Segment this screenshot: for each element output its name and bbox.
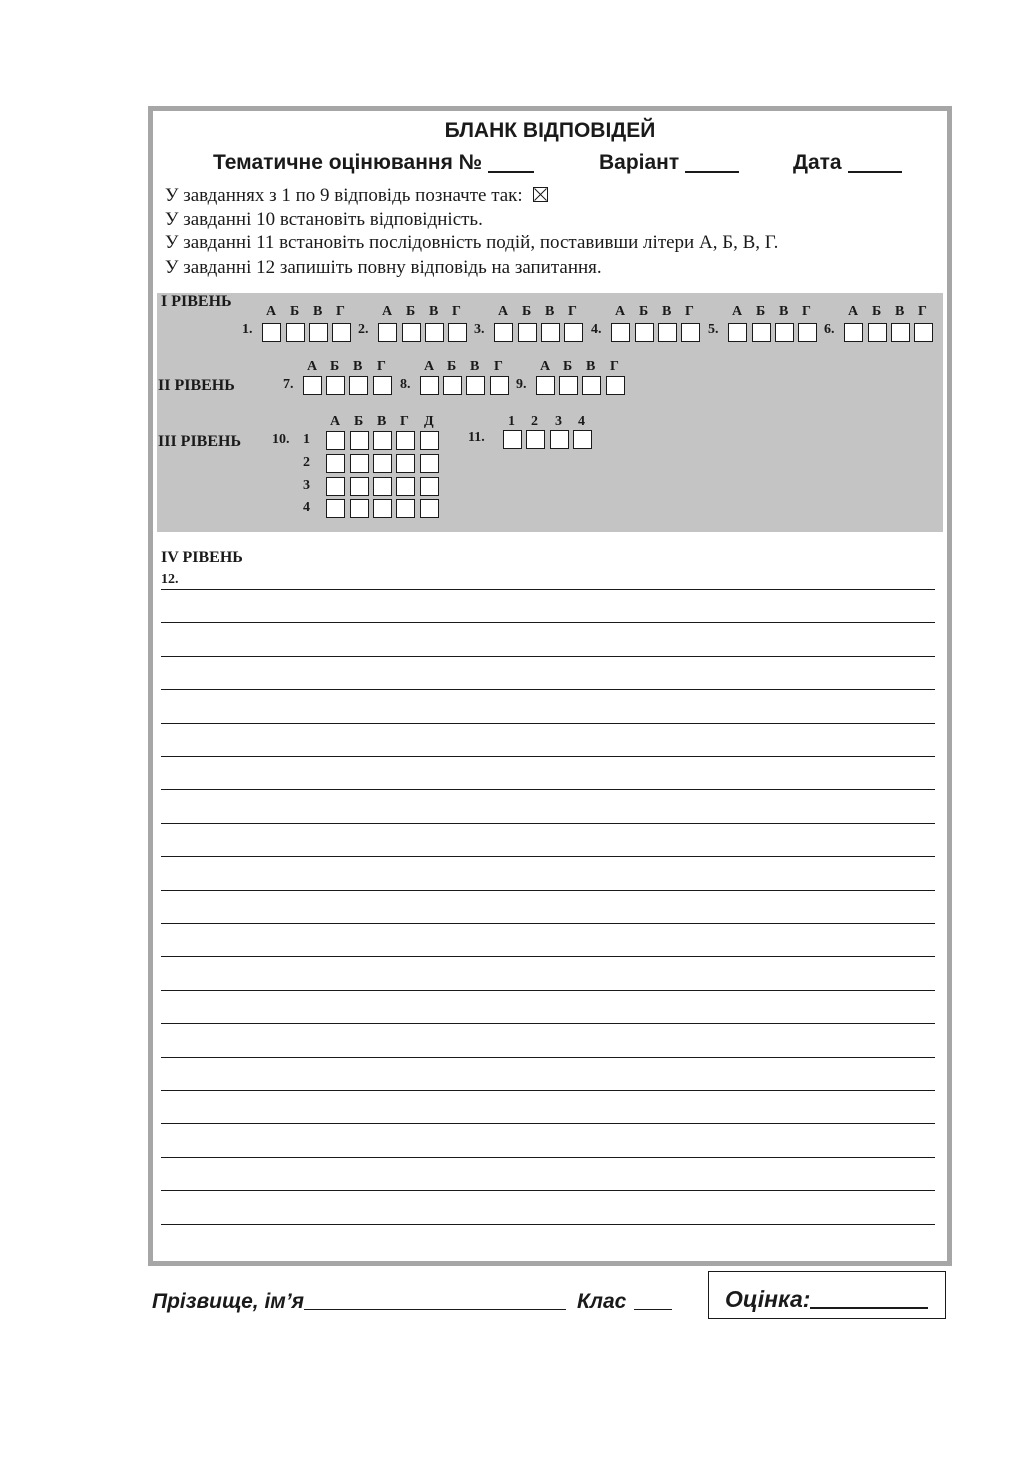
option-letter: Г (336, 304, 345, 319)
matching-checkbox[interactable] (396, 499, 415, 518)
row-number: 1 (303, 432, 310, 447)
row-number: 4 (303, 500, 310, 515)
matching-checkbox[interactable] (350, 477, 369, 496)
answer-checkbox[interactable] (490, 376, 509, 395)
option-letter: А (330, 414, 341, 429)
level-4-heading: ІV РІВЕНЬ (161, 549, 243, 566)
task-number: 1. (242, 322, 253, 337)
answer-checkbox[interactable] (402, 323, 421, 342)
matching-checkbox[interactable] (326, 477, 345, 496)
row-number: 2 (303, 455, 310, 470)
option-letter: Б (330, 359, 340, 374)
task-number: 7. (283, 377, 294, 392)
option-letter: Г (452, 304, 461, 319)
writing-line (161, 1157, 935, 1158)
test-number-blank[interactable] (488, 151, 534, 173)
sequence-box[interactable] (573, 430, 592, 449)
answer-checkbox[interactable] (326, 376, 345, 395)
task-12-number: 12. (161, 572, 179, 587)
answer-checkbox[interactable] (286, 323, 305, 342)
crossed-box-icon (533, 187, 548, 202)
matching-checkbox[interactable] (350, 431, 369, 450)
option-letter: А (498, 304, 509, 319)
option-letter: В (779, 304, 789, 319)
instruction-2: У завданні 10 встановіть відповідність. (165, 209, 483, 230)
option-letter: А (732, 304, 743, 319)
writing-line (161, 622, 935, 623)
option-letter: А (848, 304, 859, 319)
grade-field (725, 1286, 928, 1313)
instruction-1 (165, 185, 548, 207)
matching-checkbox[interactable] (396, 431, 415, 450)
answer-checkbox[interactable] (658, 323, 677, 342)
matching-checkbox[interactable] (326, 499, 345, 518)
sheet-title: БЛАНК ВІДПОВІДЕЙ (444, 119, 656, 142)
answer-checkbox[interactable] (536, 376, 555, 395)
option-letter: Г (802, 304, 811, 319)
option-letter: Г (377, 359, 386, 374)
answer-checkbox[interactable] (373, 376, 392, 395)
instruction-3: У завданні 11 встановіть послідовність подій, поставивши літери А, Б, В, Г. (165, 232, 779, 253)
matching-checkbox[interactable] (373, 477, 392, 496)
option-letter: В (895, 304, 905, 319)
answer-checkbox[interactable] (752, 323, 771, 342)
option-letter: Г (918, 304, 927, 319)
option-letter: Б (406, 304, 416, 319)
matching-checkbox[interactable] (420, 499, 439, 518)
writing-line (161, 689, 935, 690)
option-letter: В (586, 359, 596, 374)
writing-line (161, 956, 935, 957)
option-letter: В (377, 414, 387, 429)
matching-checkbox[interactable] (396, 454, 415, 473)
option-letter: Б (447, 359, 457, 374)
grade-blank[interactable] (810, 1287, 928, 1309)
answer-checkbox[interactable] (611, 323, 630, 342)
task-11-number: 11. (468, 430, 485, 445)
task-number: 5. (708, 322, 719, 337)
level-2-heading: ІІ РІВЕНЬ (158, 377, 235, 394)
answer-checkbox[interactable] (728, 323, 747, 342)
writing-line (161, 756, 935, 757)
answer-checkbox[interactable] (443, 376, 462, 395)
answer-checkbox[interactable] (844, 323, 863, 342)
sequence-box[interactable] (526, 430, 545, 449)
writing-line (161, 1090, 935, 1091)
test-number-field (213, 151, 482, 175)
grade-label: Оцінка: (725, 1286, 811, 1312)
answer-checkbox[interactable] (541, 323, 560, 342)
writing-line (161, 589, 935, 590)
variant-label: Варіант (599, 151, 680, 174)
answer-checkbox[interactable] (868, 323, 887, 342)
matching-checkbox[interactable] (326, 431, 345, 450)
option-letter: В (429, 304, 439, 319)
task-number: 9. (516, 377, 527, 392)
option-letter: В (313, 304, 323, 319)
option-letter: Г (568, 304, 577, 319)
date-field (793, 151, 842, 175)
writing-line (161, 1190, 935, 1191)
instruction-1-text: У завданнях з 1 по 9 відповідь позначте так: (165, 185, 523, 206)
answer-checkbox[interactable] (332, 323, 351, 342)
answer-checkbox[interactable] (378, 323, 397, 342)
name-label: Прізвище, ім’я (152, 1290, 305, 1313)
name-blank[interactable] (304, 1291, 566, 1310)
matching-checkbox[interactable] (373, 431, 392, 450)
writing-line (161, 923, 935, 924)
writing-line (161, 723, 935, 724)
sequence-position: 4 (578, 414, 585, 429)
answer-checkbox[interactable] (775, 323, 794, 342)
matching-checkbox[interactable] (373, 454, 392, 473)
answer-checkbox[interactable] (606, 376, 625, 395)
answer-checkbox[interactable] (914, 323, 933, 342)
date-blank[interactable] (848, 151, 902, 173)
task-10-number: 10. (272, 432, 290, 447)
level-1-heading: І РІВЕНЬ (161, 293, 232, 310)
matching-checkbox[interactable] (420, 454, 439, 473)
option-letter: А (424, 359, 435, 374)
level-3-heading: ІІІ РІВЕНЬ (158, 433, 242, 450)
answer-checkbox[interactable] (891, 323, 910, 342)
option-letter: Б (639, 304, 649, 319)
row-number: 3 (303, 478, 310, 493)
task-number: 4. (591, 322, 602, 337)
option-letter: Б (290, 304, 300, 319)
option-letter: В (470, 359, 480, 374)
answer-checkbox[interactable] (564, 323, 583, 342)
option-letter: Г (610, 359, 619, 374)
test-number-label: Тематичне оцінювання № (213, 151, 483, 174)
class-label: Клас (577, 1290, 627, 1313)
answer-checkbox[interactable] (635, 323, 654, 342)
writing-line (161, 890, 935, 891)
option-letter: А (266, 304, 277, 319)
answer-checkbox[interactable] (798, 323, 817, 342)
answer-checkbox[interactable] (262, 323, 281, 342)
option-letter: А (307, 359, 318, 374)
answer-checkbox[interactable] (448, 323, 467, 342)
answer-checkbox[interactable] (559, 376, 578, 395)
answer-checkbox[interactable] (303, 376, 322, 395)
sequence-position: 1 (508, 414, 515, 429)
writing-line (161, 856, 935, 857)
sequence-position: 2 (531, 414, 538, 429)
option-letter: А (615, 304, 626, 319)
answer-sheet-frame (148, 106, 952, 1266)
matching-checkbox[interactable] (350, 499, 369, 518)
answer-checkbox[interactable] (494, 323, 513, 342)
writing-line (161, 1023, 935, 1024)
option-letter: Г (494, 359, 503, 374)
option-letter: Б (756, 304, 766, 319)
option-letter: Д (424, 414, 434, 429)
matching-checkbox[interactable] (396, 477, 415, 496)
task-number: 3. (474, 322, 485, 337)
answer-checkbox[interactable] (309, 323, 328, 342)
writing-line (161, 1224, 935, 1225)
grade-box (708, 1271, 946, 1319)
sequence-box[interactable] (503, 430, 522, 449)
writing-line (161, 990, 935, 991)
answer-checkbox[interactable] (518, 323, 537, 342)
answer-checkbox[interactable] (681, 323, 700, 342)
sequence-position: 3 (555, 414, 562, 429)
matching-checkbox[interactable] (373, 499, 392, 518)
option-letter: В (662, 304, 672, 319)
option-letter: Г (400, 414, 409, 429)
writing-line (161, 823, 935, 824)
matching-checkbox[interactable] (326, 454, 345, 473)
option-letter: Б (563, 359, 573, 374)
option-letter: А (540, 359, 551, 374)
answer-checkbox[interactable] (425, 323, 444, 342)
writing-line (161, 656, 935, 657)
option-letter: В (545, 304, 555, 319)
option-letter: Г (685, 304, 694, 319)
matching-checkbox[interactable] (420, 477, 439, 496)
date-label: Дата (793, 151, 842, 174)
task-number: 8. (400, 377, 411, 392)
writing-line (161, 1123, 935, 1124)
option-letter: Б (522, 304, 532, 319)
variant-blank[interactable] (685, 151, 739, 173)
task-number: 2. (358, 322, 369, 337)
answer-checkbox[interactable] (420, 376, 439, 395)
answer-checkbox[interactable] (466, 376, 485, 395)
levels-1-3-panel (157, 293, 943, 532)
variant-field (599, 151, 679, 175)
answer-checkbox[interactable] (582, 376, 601, 395)
matching-checkbox[interactable] (350, 454, 369, 473)
class-blank[interactable] (634, 1291, 672, 1310)
option-letter: А (382, 304, 393, 319)
matching-checkbox[interactable] (420, 431, 439, 450)
name-field (152, 1290, 566, 1314)
option-letter: Б (872, 304, 882, 319)
writing-line (161, 789, 935, 790)
answer-checkbox[interactable] (349, 376, 368, 395)
option-letter: Б (354, 414, 364, 429)
sequence-box[interactable] (550, 430, 569, 449)
instruction-4: У завданні 12 запишіть повну відповідь на запитання. (165, 257, 602, 278)
task-number: 6. (824, 322, 835, 337)
writing-line (161, 1057, 935, 1058)
class-field (577, 1290, 672, 1314)
option-letter: В (353, 359, 363, 374)
